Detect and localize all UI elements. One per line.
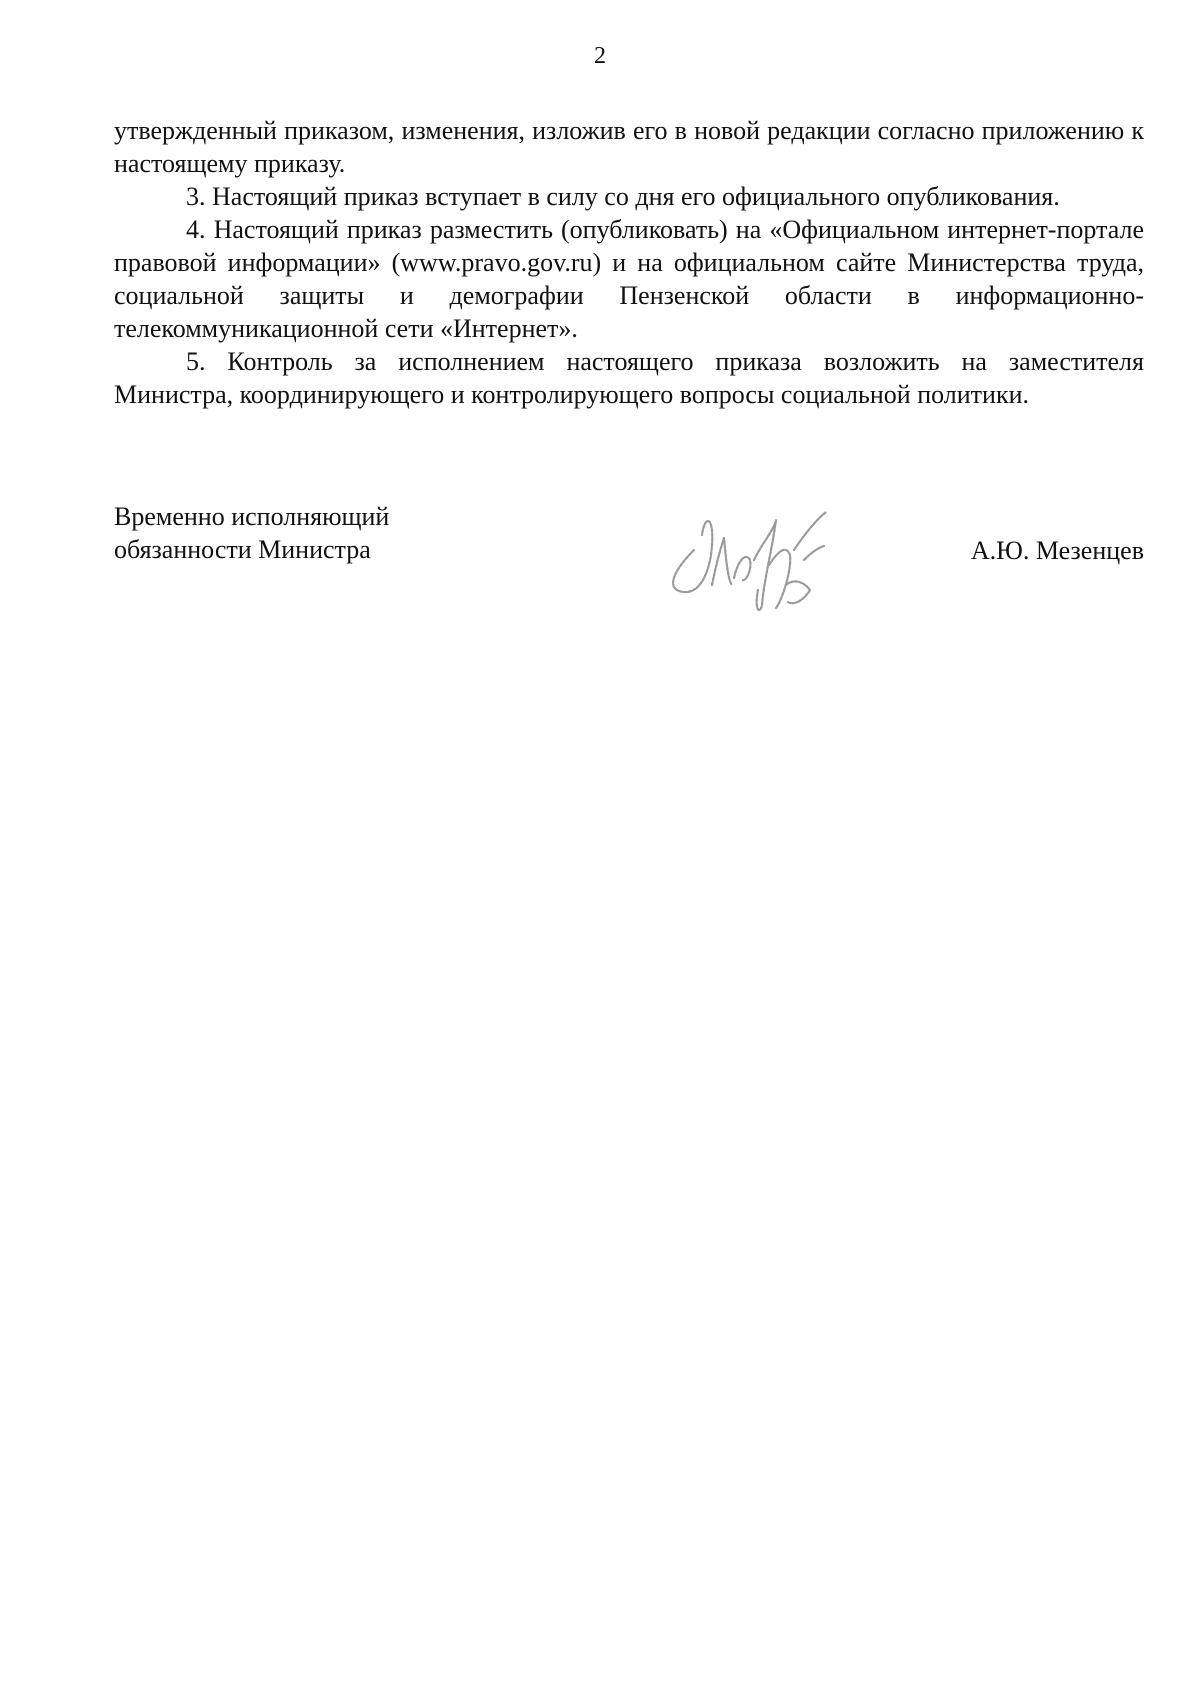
signatory-title-line-2: обязанности Министра — [114, 535, 371, 564]
document-body — [114, 114, 1144, 411]
signatory-title-line-1: Временно исполняющий — [114, 502, 390, 531]
signature-block — [114, 500, 1144, 620]
paragraph-item-5: 5. Контроль за исполнением настоящего приказа возложить на заместителя Министра, координирующего и контролирующего вопросы социальной политики. — [114, 347, 1144, 409]
paragraph-continuation: утвержденный приказом, изменения, изложив его в новой редакции согласно приложению к настоящему приказу. — [114, 116, 1144, 178]
handwritten-signature — [654, 490, 844, 620]
paragraph-item-4: 4. Настоящий приказ разместить (опубликовать) на «Официальном интернет-портале правовой информации» (www.pravo.gov.ru) и на официальном сайте Министерства труда, социальной защиты и демографии Пензенской области в информационно-телекоммуникационной сети «Интернет». — [114, 215, 1144, 343]
paragraph-item-3: 3. Настоящий приказ вступает в силу со дня его официального опубликования. — [186, 182, 1060, 211]
signatory-title — [114, 500, 534, 566]
signatory-name: А.Ю. Мезенцев — [970, 536, 1144, 565]
page-number: 2 — [594, 43, 606, 69]
